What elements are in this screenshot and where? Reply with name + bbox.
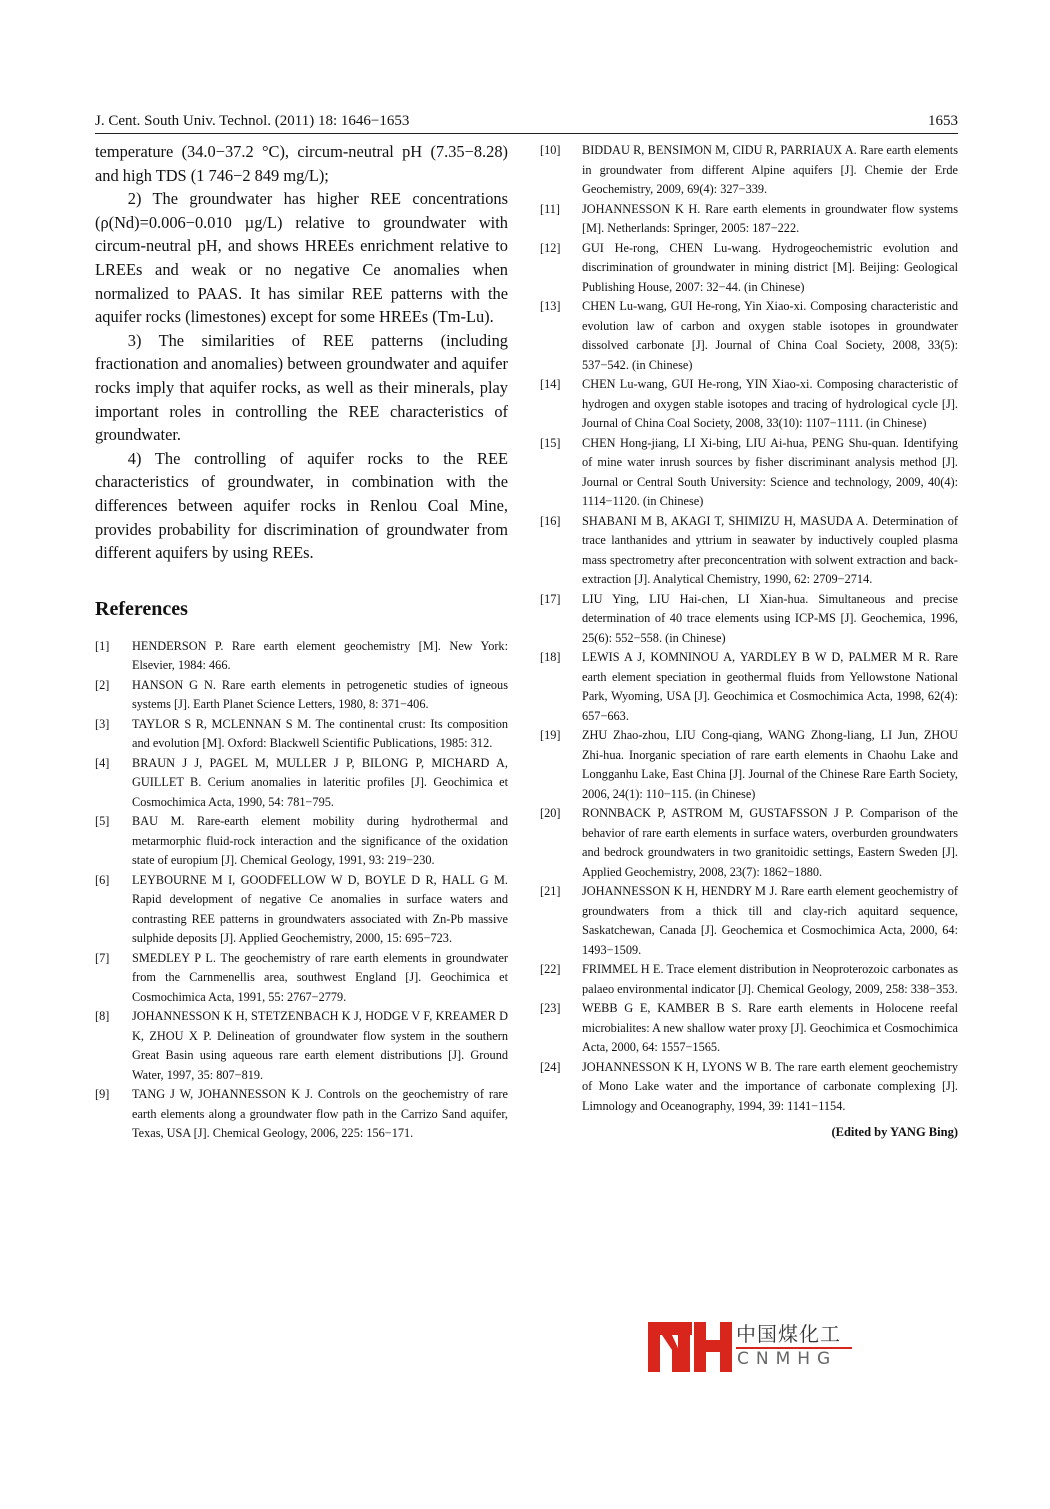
reference-item [540,999,958,1058]
reference-list-right [540,141,958,1116]
reference-text: SHABANI M B, AKAGI T, SHIMIZU H, MASUDA A. Determination of trace lanthanides and yttrium in seawater by inductively coupled plasma mass spectrometry after preconcentration with solwent extraction and back-extraction [J]. Analytical Chemistry, 1990, 62: 2709−2714. [582,513,958,586]
conclusion-paragraph-4: 4) The controlling of aquifer rocks to the REE characteristics of groundwater, in combination with the differences between aquifer rocks in Renlou Coal Mine, provides probability for discrimination of groundwater from different aquifers by using REEs. [95,448,508,563]
mh-logo-mark-icon [648,1316,732,1372]
reference-text: BRAUN J J, PAGEL M, MULLER J P, BILONG P, MICHARD A, GUILLET B. Cerium anomalies in lateritic profiles [J]. Geochimica et Cosmochimica Acta, 1990, 54: 781−795. [132,755,508,809]
reference-number: [20] [540,806,561,820]
conclusion-paragraph-1: temperature (34.0−37.2 °C), circum-neutral pH (7.35−8.28) and high TDS (1 746−2 849 mg/L); [95,142,508,185]
reference-item [540,960,958,999]
reference-text: ZHU Zhao-zhou, LIU Cong-qiang, WANG Zhong-liang, LI Jun, ZHOU Zhi-hua. Inorganic speciation of rare earth elements in Chaohu Lake and Longganhu Lake, East China [J]. Journal of the Chinese Rare Earth Society, 2006, 24(1): 110−115. (in Chinese) [582,728,958,801]
reference-item [540,239,958,298]
reference-text: LEYBOURNE M I, GOODFELLOW W D, BOYLE D R, HALL G M. Rapid development of negative Ce anomalies in surface waters and contrasting REE patterns in groundwaters associated with Zn-Pb massive sulphide deposits [J]. Applied Geochemistry, 2000, 15: 695−723. [132,872,508,946]
reference-item [540,512,958,590]
reference-item [540,434,958,512]
reference-number: [24] [540,1059,561,1074]
reference-text: FRIMMEL H E. Trace element distribution in Neoproterozoic carbonates as palaeo environmental indicator [J]. Chemical Geology, 2009, 258: 338−353. [582,962,958,996]
reference-item [540,1058,958,1117]
reference-item [95,949,508,1008]
reference-text: LEWIS A J, KOMNINOU A, YARDLEY B W D, PALMER M R. Rare earth element speciation in geothermal fluids from Yellowstone National Park, Wyoming, USA [J]. Geochimica et Cosmochimica Acta, 1998, 62(4): 657−663. [582,650,958,723]
reference-item [540,590,958,649]
reference-text: JOHANNESSON K H, LYONS W B. The rare earth element geochemistry of Mono Lake water and the importance of carbonate complexing [J]. Limnology and Oceanography, 1994, 39: 1141−1154. [582,1059,958,1113]
logo-english-name: CNMHG [737,1349,838,1369]
references-heading: References [95,597,188,620]
reference-item [95,715,508,754]
reference-text: GUI He-rong, CHEN Lu-wang. Hydrogeochemistric evolution and discrimination of groundwater in mining district [M]. Beijing: Geological Publishing House, 2007: 32−44. (in Chinese) [582,240,958,294]
reference-item [95,676,508,715]
reference-item [95,1007,508,1085]
reference-number: [6] [95,872,110,887]
reference-item [540,648,958,726]
journal-citation: J. Cent. South Univ. Technol. (2011) 18: 1646−1653 [95,113,410,129]
reference-number: [4] [95,755,110,770]
edited-by-credit: (Edited by YANG Bing) [831,1125,958,1139]
reference-number: [21] [540,884,561,898]
reference-item [95,871,508,949]
cnmhg-logo [648,1316,868,1374]
reference-item [95,637,508,676]
conclusion-paragraph-2: 2) The groundwater has higher REE concentrations (ρ(Nd)=0.006−0.010 µg/L) relative to groundwater with circum-neutral pH, and shows HREEs enrichment relative to LREEs and weak or no negative Ce anomalies when normalized to PAAS. It has similar REE patterns with the aquifer rocks (limestones) except for some HREEs (Tm-Lu). [95,189,508,327]
left-column [95,140,508,1144]
reference-text: SMEDLEY P L. The geochemistry of rare earth elements in groundwater from the Carnmenellis area, southwest England [J]. Geochimica et Cosmochimica Acta, 1991, 55: 2767−2779. [132,950,508,1004]
reference-list-left [95,637,508,1144]
reference-item [95,812,508,871]
reference-number: [12] [540,240,561,255]
reference-item [540,882,958,960]
reference-number: [8] [95,1009,110,1024]
reference-text: BIDDAU R, BENSIMON M, CIDU R, PARRIAUX A. Rare earth elements in groundwater from different Alpine aquifers [J]. Chemie der Erde Geochemistry, 2009, 69(4): 327−339. [582,143,958,196]
reference-text: CHEN Hong-jiang, LI Xi-bing, LIU Ai-hua, PENG Shu-quan. Identifying of mine water inrush sources by fisher discriminant analysis method [J]. Journal or Central South University: Science and technology, 2009, 40(4): 1114−1120. (in Chinese) [582,435,958,508]
reference-text: CHEN Lu-wang, GUI He-rong, YIN Xiao-xi. Composing characteristic of hydrogen and oxygen stable isotopes and tracing of hydrological cycle [J]. Journal of China Coal Society, 2008, 33(10): 1107−1111. (in Chinese) [582,377,958,430]
reference-number: [15] [540,435,561,450]
reference-number: [11] [540,201,561,216]
reference-text: HENDERSON P. Rare earth element geochemistry [M]. New York: Elsevier, 1984: 466. [132,638,508,673]
reference-text: JOHANNESSON K H, STETZENBACH K J, HODGE V F, KREAMER D K, ZHOU X P. Delineation of groundwater flow system in the southern Great Basin using aqueous rare earth element distributions [J]. Ground Water, 1997, 35: 807−819. [132,1009,508,1082]
reference-number: [16] [540,513,561,528]
reference-item [540,141,958,200]
reference-item [540,375,958,434]
reference-number: [10] [540,143,561,157]
logo-chinese-name: 中国煤化工 [736,1322,841,1346]
reference-text: JOHANNESSON K H. Rare earth elements in groundwater flow systems [M]. Netherlands: Springer, 2005: 187−222. [582,201,958,235]
reference-text: LIU Ying, LIU Hai-chen, LI Xian-hua. Simultaneous and precise determination of 40 trace elements using ICP-MS [J]. Geochemica, 1996, 25(6): 552−558. (in Chinese) [582,591,958,645]
reference-text: TAYLOR S R, MCLENNAN S M. The continental crust: Its composition and evolution [M]. Oxford: Blackwell Scientific Publications, 1985: 312. [132,716,508,751]
reference-text: WEBB G E, KAMBER B S. Rare earth elements in Holocene reefal microbialites: A new shallow water proxy [J]. Geochimica et Cosmochimica Acta, 2000, 64: 1557−1565. [582,1001,958,1054]
page-number: 1653 [928,113,958,129]
running-header [95,113,958,134]
reference-number: [14] [540,377,561,391]
reference-number: [2] [95,677,110,692]
reference-text: RONNBACK P, ASTROM M, GUSTAFSSON J P. Comparison of the behavior of rare earth elements in surface waters, overburden groundwaters and bedrock groundwaters in two granitoidic settings, Eastern Sweden [J]. Applied Geochemistry, 2008, 23(7): 1862−1880. [582,806,958,879]
reference-item [540,804,958,882]
reference-number: [18] [540,650,561,664]
reference-number: [3] [95,716,110,731]
reference-number: [9] [95,1087,110,1102]
reference-number: [23] [540,1001,561,1015]
reference-number: [19] [540,728,561,742]
reference-number: [22] [540,962,561,976]
right-column [540,141,958,1140]
reference-number: [13] [540,299,561,313]
reference-number: [1] [95,638,110,653]
reference-text: BAU M. Rare-earth element mobility during hydrothermal and metarmorphic fluid-rock interaction and the significance of the oxidation state of europium [J]. Chemical Geology, 1991, 93: 219−230. [132,814,508,868]
reference-number: [5] [95,814,110,829]
reference-text: JOHANNESSON K H, HENDRY M J. Rare earth element geochemistry of groundwaters from a thick till and clay-rich aquitard sequence, Saskatchewan, Canada [J]. Geochemica et Cosmochimica Acta, 2000, 64: 1493−1509. [582,884,958,957]
reference-item [95,1085,508,1144]
reference-item [540,726,958,804]
reference-text: HANSON G N. Rare earth elements in petrogenetic studies of igneous systems [J]. Earth Planet Science Letters, 1980, 8: 371−406. [132,677,508,712]
reference-item [540,200,958,239]
reference-item [540,297,958,375]
conclusion-paragraph-3: 3) The similarities of REE patterns (including fractionation and anomalies) between groundwater and aquifer rocks imply that aquifer rocks, as well as their minerals, play important roles in controlling the REE characteristics of groundwater. [95,330,508,445]
reference-item [95,754,508,813]
reference-number: [17] [540,591,561,606]
reference-text: CHEN Lu-wang, GUI He-rong, Yin Xiao-xi. Composing characteristic and evolution law of carbon and oxygen stable isotopes in groundwater dissolved carbonate [J]. Journal of China Coal Society, 2008, 33(5): 537−542. (in Chinese) [582,299,958,372]
reference-text: TANG J W, JOHANNESSON K J. Controls on the geochemistry of rare earth elements along a groundwater flow path in the Carrizo Sand aquifer, Texas, USA [J]. Chemical Geology, 2006, 225: 156−171. [132,1087,508,1141]
reference-number: [7] [95,950,110,965]
